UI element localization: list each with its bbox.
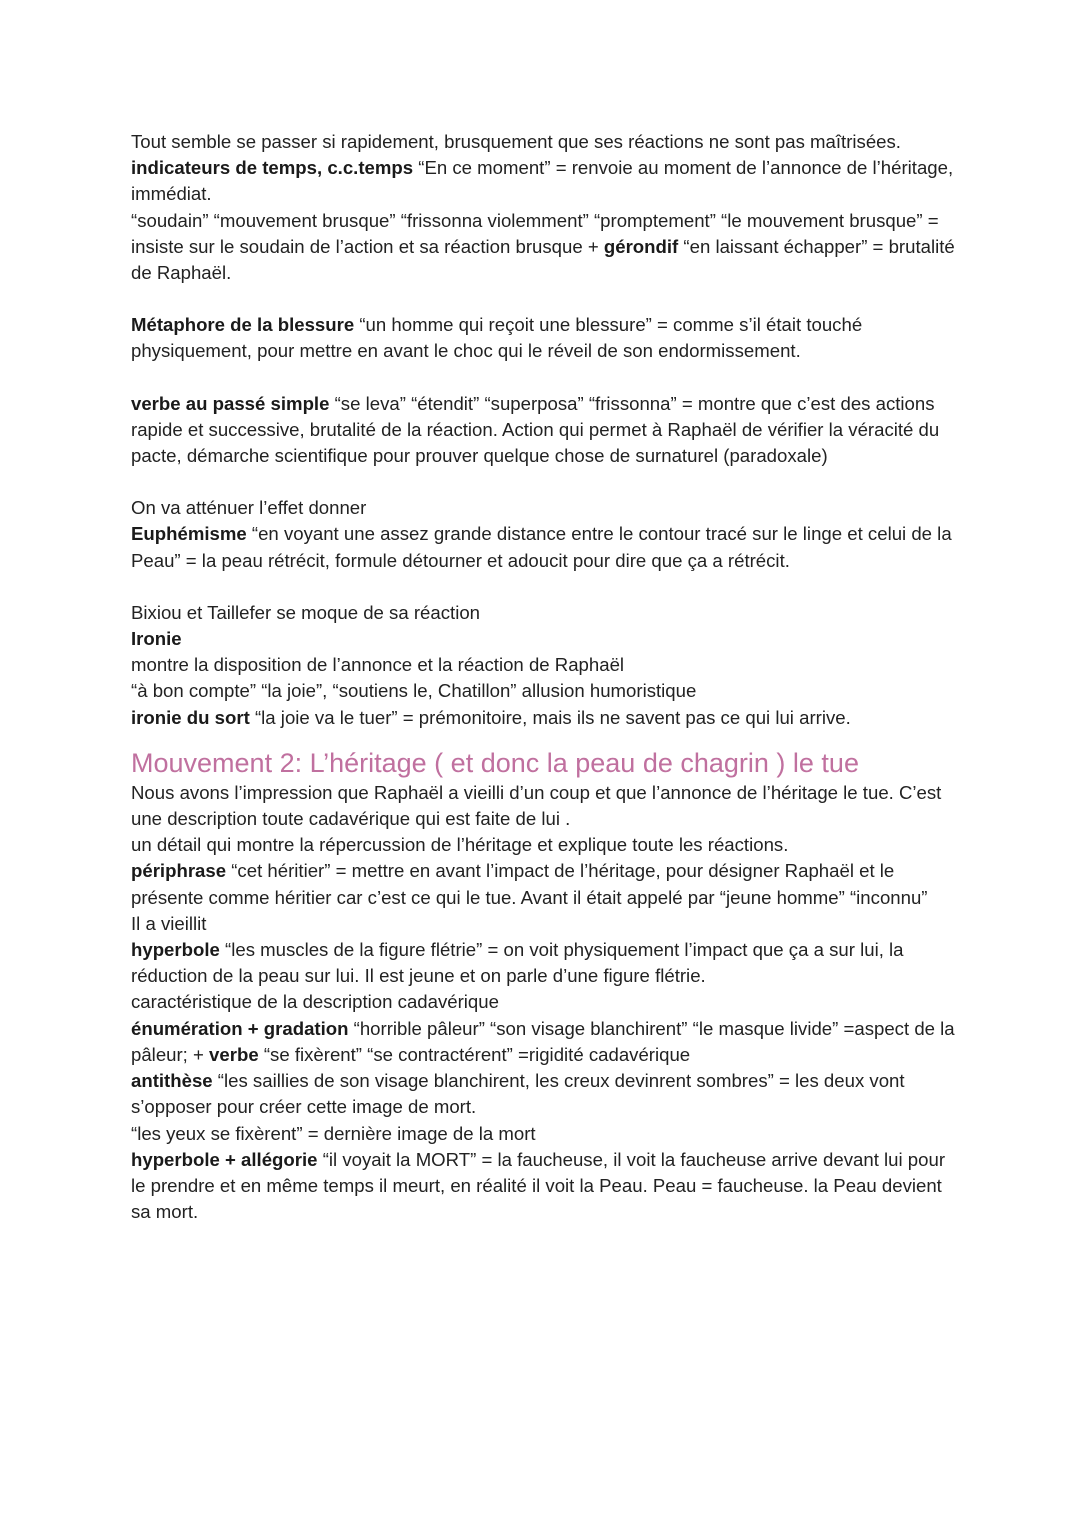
text-time-indicators: “En ce moment” = renvoie au moment de l’annonce de l’héritage, immédiat. [131, 157, 954, 205]
paragraph-attenuate: On va atténuer l’effet donner [131, 497, 367, 519]
term-hyperbole-allegorie: hyperbole + allégorie [131, 1148, 318, 1170]
paragraph-hyperbole [131, 937, 961, 989]
text-enumeration-b: “se fixèrent” “se contractérent” =rigidité cadavérique [258, 1043, 691, 1065]
term-verbe: verbe [209, 1043, 259, 1065]
paragraph-antithese [131, 1068, 961, 1120]
spacer [131, 469, 961, 495]
text-enumeration-a: “horrible pâleur” “son visage blanchirent” “le masque livide” =aspect de la pâleur; + [131, 1017, 955, 1065]
paragraph-cadaveric: caractéristique de la description cadavérique [131, 991, 499, 1013]
spacer [131, 574, 961, 600]
paragraph-eyes: “les yeux se fixèrent” = dernière image de la mort [131, 1122, 536, 1144]
text-irony-fate: “la joie va le tuer” = prémonitoire, mais ils ne savent pas ce qui lui arrive. [249, 706, 851, 728]
term-passe-simple: verbe au passé simple [131, 392, 330, 414]
term-irony-fate: ironie du sort [131, 706, 250, 728]
paragraph-allegorie [131, 1147, 961, 1226]
paragraph-enumeration [131, 1016, 961, 1068]
text-passe-simple: “se leva” “étendit” “superposa” “frissonna” = montre que c’est des actions rapide et successive, brutalité de la réaction. Action qui permet à Raphaël de vérifier la véracité du pacte, démarche scientifique pour prouver quelque chose de surnaturel (paradoxale) [131, 392, 940, 467]
document-page [131, 129, 961, 1225]
paragraph-disposition: montre la disposition de l’annonce et la réaction de Raphaël [131, 654, 625, 676]
text-euphemism: “en voyant une assez grande distance entre le contour tracé sur le linge et celui de la Peau” = la peau rétrécit, formule détourner et adoucit pour dire que ça a rétrécit. [131, 523, 952, 571]
term-irony: Ironie [131, 628, 182, 650]
paragraph-vieillit: Il a vieillit [131, 912, 207, 934]
paragraph-detail: un détail qui montre la répercussion de l’héritage et explique toute les réactions. [131, 834, 789, 856]
spacer [131, 365, 961, 391]
spacer [131, 286, 961, 312]
term-antithese: antithèse [131, 1070, 213, 1092]
paragraph-periphrase [131, 858, 961, 910]
term-euphemism: Euphémisme [131, 523, 247, 545]
term-gerondif: gérondif [603, 235, 679, 257]
text-antithese: “les saillies de son visage blanchirent, les creux devinrent sombres” = les deux vont s’opposer pour créer cette image de mort. [131, 1070, 905, 1118]
term-enumeration: énumération + gradation [131, 1017, 349, 1039]
paragraph-passe-simple [131, 391, 961, 470]
paragraph-allusion: “à bon compte” “la joie”, “soutiens le, Chatillon” allusion humoristique [131, 680, 697, 702]
paragraph-rapidity: Tout semble se passer si rapidement, brusquement que ses réactions ne sont pas maîtrisées. [131, 131, 901, 152]
paragraph-sudden-movement [131, 208, 961, 287]
section-heading-mouvement-2: Mouvement 2: L’héritage ( et donc la peau de chagrin ) le tue [131, 747, 859, 778]
term-metaphor: Métaphore de la blessure [131, 314, 355, 336]
text-allegorie: “il voyait la MORT” = la faucheuse, il voit la faucheuse arrive devant lui pour le prendre et en même temps il meurt, en réalité il voit la Peau. Peau = faucheuse. la Peau devient sa mort. [131, 1148, 946, 1223]
paragraph-time-indicators [131, 155, 961, 207]
text-metaphor: “un homme qui reçoit une blessure” = comme s’il était touché physiquement, pour mettre en avant le choc qui le réveil de son endormissement. [131, 314, 863, 362]
text-sudden-b: “en laissant échapper” = brutalité de Raphaël. [131, 235, 955, 284]
paragraph-metaphor [131, 312, 961, 364]
paragraph-irony-fate [131, 705, 961, 731]
paragraph-bixiou: Bixiou et Taillefer se moque de sa réaction [131, 601, 481, 623]
text-sudden-a: “soudain” “mouvement brusque” “frissonna violemment” “promptement” “le mouvement brusque” = insiste sur le soudain de l’action et sa réaction brusque + [131, 209, 939, 257]
paragraph-euphemism [131, 521, 961, 573]
text-periphrase: “cet héritier” = mettre en avant l’impact de l’héritage, pour désigner Raphaël et le présente comme héritier car c’est ce qui le tue. Avant il était appelé par “jeune homme” “inconnu” [131, 860, 928, 908]
term-time-indicators: indicateurs de temps, c.c.temps [131, 157, 414, 179]
term-periphrase: périphrase [131, 860, 227, 882]
paragraph-aged: Nous avons l’impression que Raphaël a vieilli d’un coup et que l’annonce de l’héritage le tue. C’est une description toute cadavérique qui est faite de lui . [131, 781, 942, 830]
paragraph-irony-label [131, 626, 961, 652]
term-hyperbole: hyperbole [131, 939, 220, 961]
text-hyperbole: “les muscles de la figure flétrie” = on voit physiquement l’impact que ça a sur lui, la réduction de la peau sur lui. Il est jeune et on parle d’une figure flétrie. [131, 939, 904, 987]
